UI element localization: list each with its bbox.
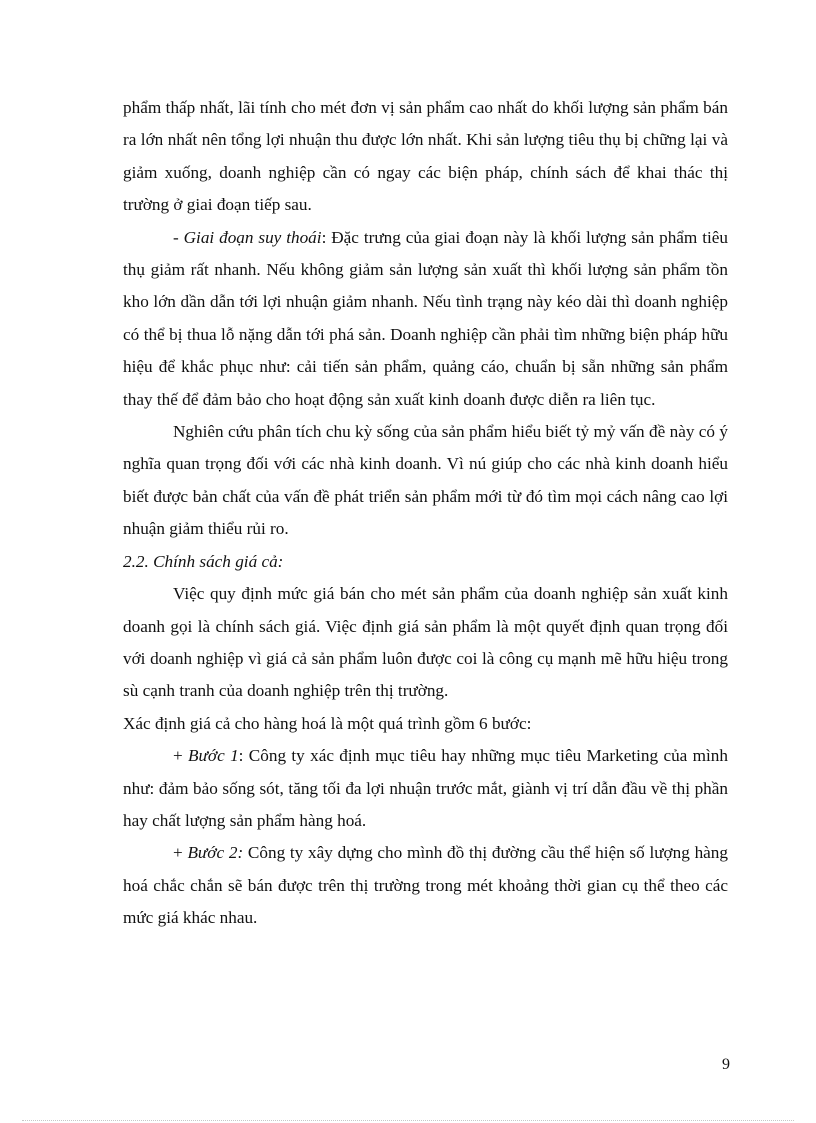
section-heading-pricing-policy: 2.2. Chính sách giá cả: [123,551,284,571]
step-2-prefix: + [173,843,188,863]
step-2-label: Bước 2: [187,843,244,863]
decline-stage-body: : Đặc trưng của giai đoạn này là khối lượng sản phẩm tiêu thụ giảm rất nhanh. Nếu không giảm sản lượng sản xuất thì khối lượng sản phẩm tồn kho lớn dần dẫn tới lợi nhuận giảm nhanh. Nếu tình trạng này kéo dài thì doanh nghiệp có thể bị thua lỗ nặng dẫn tới phá sản. Doanh nghiệp cần phải tìm những biện pháp hữu hiệu để khắc phục như: cải tiến sản phẩm, quảng cáo, chuẩn bị sẵn những sản phẩm thay thế để đảm bảo cho hoạt động sản xuất kinh doanh được diễn ra liên tục. [123,227,728,409]
page-bottom-divider [22,1120,794,1121]
step-1-body: : Công ty xác định mục tiêu hay những mục tiêu Marketing của mình như: đảm bảo sống sót, tăng tối đa lợi nhuận trước mắt, giành vị trí dẫn đầu về thị phần hay chất lượng sản phẩm hàng hoá. [123,746,728,830]
paragraph-pricing-definition: Việc quy định mức giá bán cho mét sản phẩm của doanh nghiệp sản xuất kinh doanh gọi là chính sách giá. Việc định giá sản phẩm là một quyết định quan trọng đối với doanh nghiệp vì giá cả sản phẩm luôn được coi là công cụ mạnh mẽ hữu hiệu trong sù cạnh tranh của doanh nghiệp trên thị trường. [123,584,728,701]
paragraph-step-2 [123,837,728,934]
paragraph-growth-maturity-end: phẩm thấp nhất, lãi tính cho mét đơn vị sản phẩm cao nhất do khối lượng sản phẩm bán ra lớn nhất nên tổng lợi nhuận thu được lớn nhất. Khi sản lượng tiêu thụ bị chững lại và giảm xuống, doanh nghiệp cần có ngay các biện pháp, chính sách để khai thác thị trường ở giai đoạn tiếp sau. [123,98,728,215]
paragraph-step-1 [123,740,728,837]
step-1-prefix: + [173,746,189,766]
paragraph-pricing-steps-intro: Xác định giá cả cho hàng hoá là một quá trình gồm 6 bước: [123,713,532,733]
decline-stage-term: Giai đoạn suy thoái [183,227,322,247]
paragraph-decline-stage [123,222,728,416]
decline-prefix: - [173,227,184,247]
step-2-body: Công ty xây dựng cho mình đồ thị đường cầu thể hiện số lượng hàng hoá chắc chắn sẽ bán được trên thị trường trong mét khoảng thời gian cụ thể theo các mức giá khác nhau. [123,843,728,928]
page-body [123,92,728,935]
step-1-label: Bước 1 [188,746,239,766]
paragraph-life-cycle-research: Nghiên cứu phân tích chu kỳ sống của sản phẩm hiểu biết tỷ mỷ vấn đề này có ý nghĩa quan trọng đối với các nhà kinh doanh. Vì nú giúp cho các nhà kinh doanh hiểu biết được bản chất của vấn đề phát triển sản phẩm mới từ đó tìm mọi cách nâng cao lợi nhuận giảm thiểu rủi ro. [123,422,728,539]
page-number: 9 [722,1056,730,1073]
